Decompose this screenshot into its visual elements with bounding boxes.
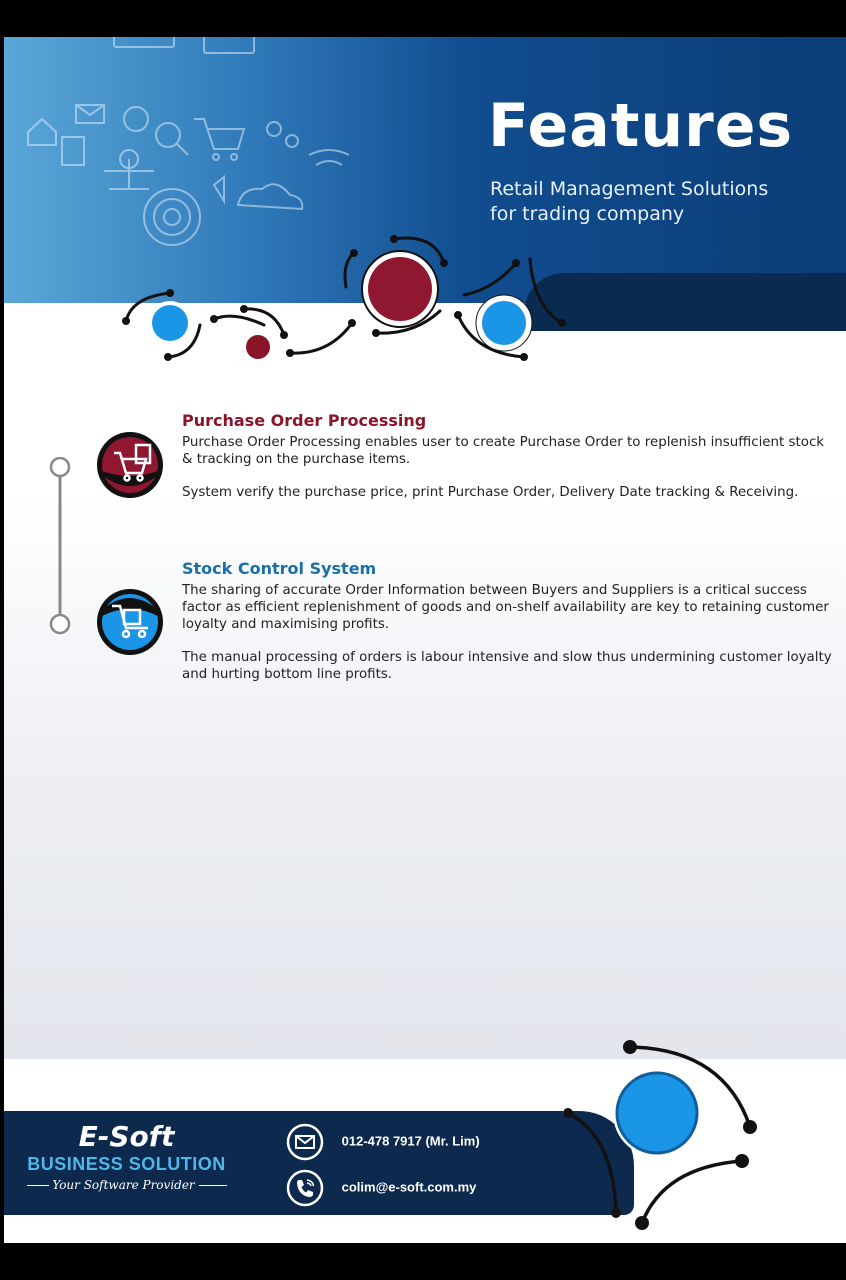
brand-subtitle: BUSINESS SOLUTION [27,1154,226,1174]
contact-phone [286,1123,480,1161]
section-purchase-order [182,411,832,501]
subtitle-line-2: for trading company [490,203,685,225]
brochure-page [4,37,846,1243]
shopping-cart-icon [96,431,164,499]
phone-icon [286,1169,324,1207]
brand-tagline [4,1176,249,1194]
circuit-orbs-decoration [114,227,574,377]
section-paragraph: Purchase Order Processing enables user to create Purchase Order to replenish insufficient stock & tracking on the purchase items. [182,435,825,467]
subtitle-line-1: Retail Management Solutions [490,178,769,200]
timeline-connector [48,457,72,637]
brand-tagline-text: Your Software Provider [52,1178,195,1192]
page-title: Features [488,91,794,161]
section-paragraph: The manual processing of orders is labour intensive and slow thus undermining customer loyalty and hurting bottom line profits. [182,650,832,682]
page-subtitle [490,177,830,227]
section-stock-control [182,559,832,683]
section-paragraph: The sharing of accurate Order Information between Buyers and Suppliers is a critical success factor as efficient replenishment of goods and on-shelf availability are key to retaining customer loyalty and maximising profits. [182,583,829,632]
section-title: Stock Control System [182,559,377,578]
footer-orb-decoration [564,1037,774,1243]
section-paragraph: System verify the purchase price, print Purchase Order, Delivery Date tracking & Receiving. [182,485,799,500]
envelope-icon [286,1123,324,1161]
brand-name: E-Soft [78,1120,175,1153]
section-title: Purchase Order Processing [182,411,427,430]
email-address[interactable]: colim@e-soft.com.my [341,1179,477,1195]
hand-truck-icon [96,588,164,656]
contact-email [286,1169,476,1207]
phone-number[interactable]: 012-478 7917 (Mr. Lim) [341,1133,480,1149]
company-brand [4,1122,249,1194]
